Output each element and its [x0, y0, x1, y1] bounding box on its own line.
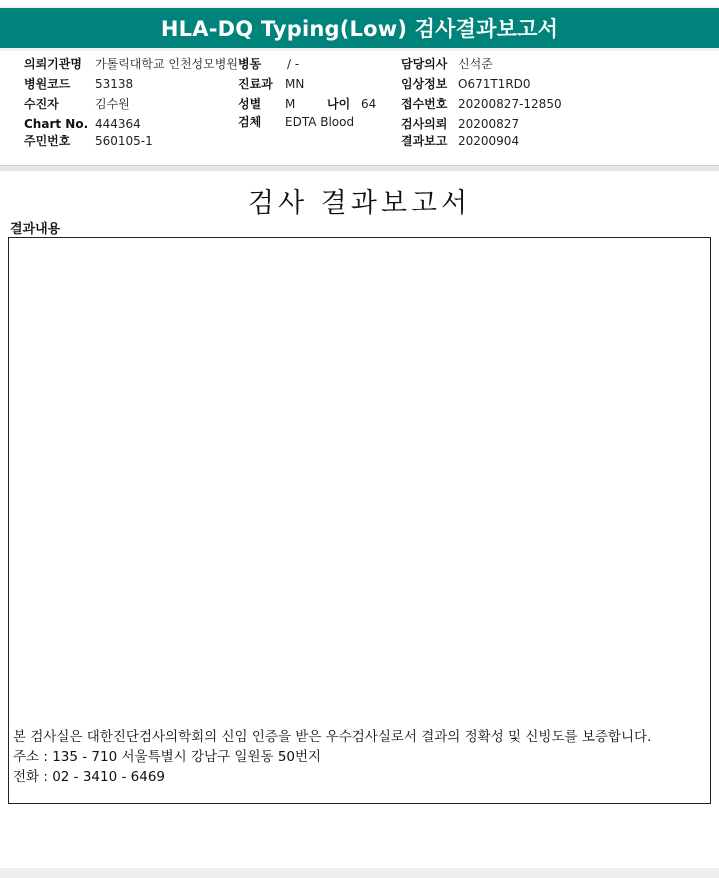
- chart-no-value: 444364: [95, 117, 141, 131]
- receipt-label: 접수번호: [401, 97, 448, 111]
- institution-value: 가톨릭대학교 인천성모병원: [95, 57, 238, 71]
- resident-no-label: 주민번호: [24, 134, 71, 148]
- certification-statement: 본 검사실은 대한진단검사의학회의 신임 인증을 받은 우수검사실로서 결과의 정확성 및 신빙도를 보증합니다.: [13, 729, 652, 745]
- institution-label: 의뢰기관명: [24, 57, 82, 71]
- patient-info-panel: [0, 51, 719, 166]
- doctor-label: 담당의사: [401, 57, 448, 71]
- sex-label: 성별: [238, 97, 262, 111]
- receipt-value: 20200827-12850: [458, 97, 562, 111]
- age-value: 64: [361, 97, 377, 111]
- lab-phone: 전화 : 02 - 3410 - 6469: [13, 769, 166, 785]
- lab-address: 주소 : 135 - 710 서울특별시 강남구 일원동 50번지: [13, 749, 322, 765]
- specimen-value: EDTA Blood: [285, 115, 355, 129]
- lab-certification-notes: [13, 727, 651, 787]
- patient-label: 수진자: [24, 97, 59, 111]
- result-content-box: [8, 237, 711, 804]
- report-date-label: 결과보고: [401, 134, 448, 148]
- ward-label: 병동: [238, 57, 262, 71]
- sex-value: M: [285, 97, 296, 111]
- resident-no-value: 560105-1: [95, 134, 153, 148]
- ward-value: / -: [287, 57, 300, 71]
- report-body: [0, 171, 719, 868]
- department-label: 진료과: [238, 77, 273, 91]
- department-value: MN: [285, 77, 305, 91]
- specimen-label: 검체: [238, 115, 262, 129]
- report-date-value: 20200904: [458, 134, 520, 148]
- report-title: HLA-DQ Typing(Low) 검사결과보고서: [0, 8, 719, 48]
- clinical-info-value: O671T1RD0: [458, 77, 531, 91]
- age-label: 나이: [327, 97, 351, 111]
- result-content-label: 결과내용: [10, 222, 61, 237]
- hospital-code-value: 53138: [95, 77, 134, 91]
- request-date-label: 검사의뢰: [401, 117, 448, 131]
- request-date-value: 20200827: [458, 117, 520, 131]
- report-heading: 검사 결과보고서: [247, 188, 472, 219]
- clinical-info-label: 임상정보: [401, 77, 448, 91]
- doctor-value: 신석준: [458, 57, 493, 71]
- bottom-strip: [0, 868, 719, 878]
- chart-no-label: Chart No.: [24, 117, 89, 131]
- hospital-code-label: 병원코드: [24, 77, 71, 91]
- top-strip: [0, 0, 719, 6]
- patient-value: 김수원: [95, 97, 130, 111]
